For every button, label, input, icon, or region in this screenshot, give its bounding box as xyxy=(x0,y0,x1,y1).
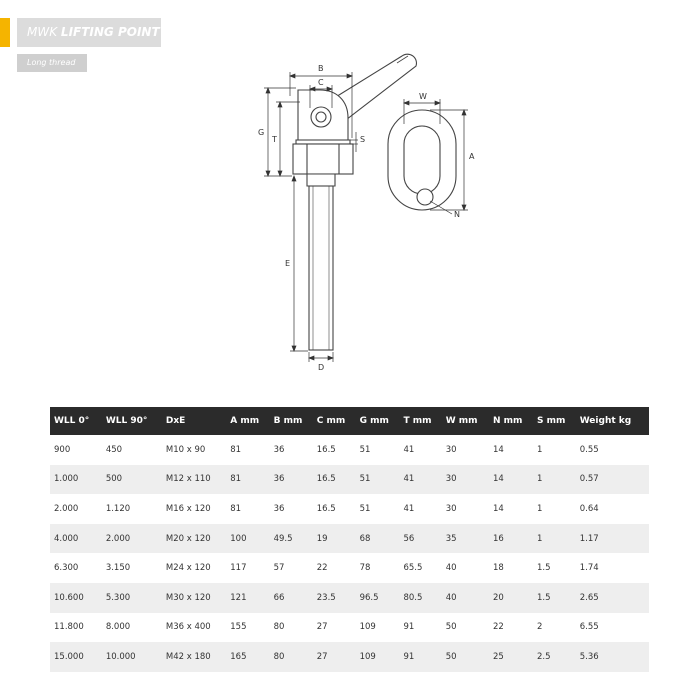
table-row xyxy=(50,494,649,524)
table-cell: 80 xyxy=(270,642,313,672)
table-cell: M12 x 110 xyxy=(162,465,226,495)
table-cell: 15.000 xyxy=(50,642,102,672)
table-cell: 14 xyxy=(489,435,533,465)
table-cell: M36 x 400 xyxy=(162,613,226,643)
dim-label-E: E xyxy=(285,259,291,268)
table-cell: 96.5 xyxy=(356,583,400,613)
column-header: B mm xyxy=(270,407,313,435)
table-cell: 11.800 xyxy=(50,613,102,643)
table-cell: 35 xyxy=(442,524,489,554)
table-cell: M10 x 90 xyxy=(162,435,226,465)
table-cell: 50 xyxy=(442,613,489,643)
table-cell: M20 x 120 xyxy=(162,524,226,554)
column-header: C mm xyxy=(313,407,356,435)
table-cell: 16.5 xyxy=(313,494,356,524)
table-cell: 36 xyxy=(270,465,313,495)
table-cell: 5.300 xyxy=(102,583,162,613)
dim-label-C: C xyxy=(318,78,324,87)
washer xyxy=(296,140,350,144)
table-cell: 51 xyxy=(356,465,400,495)
table-cell: 40 xyxy=(442,583,489,613)
table-cell: 450 xyxy=(102,435,162,465)
table-row xyxy=(50,583,649,613)
table-cell: M16 x 120 xyxy=(162,494,226,524)
column-header: S mm xyxy=(533,407,576,435)
table-cell: 155 xyxy=(226,613,269,643)
table-cell: 1 xyxy=(533,435,576,465)
spec-table-header xyxy=(50,407,649,435)
table-cell: 51 xyxy=(356,435,400,465)
table-cell: 117 xyxy=(226,553,269,583)
dim-label-A: A xyxy=(469,152,475,161)
table-cell: 165 xyxy=(226,642,269,672)
table-cell: 27 xyxy=(313,642,356,672)
table-cell: 27 xyxy=(313,613,356,643)
dim-label-G: G xyxy=(258,128,265,137)
column-header: A mm xyxy=(226,407,269,435)
ring-bottom-section xyxy=(417,189,433,205)
table-cell: 500 xyxy=(102,465,162,495)
table-cell: 30 xyxy=(442,435,489,465)
table-row xyxy=(50,435,649,465)
dim-label-T: T xyxy=(272,135,277,144)
table-cell: 0.55 xyxy=(576,435,649,465)
column-header: DxE xyxy=(162,407,226,435)
table-cell: 16.5 xyxy=(313,465,356,495)
table-cell: 50 xyxy=(442,642,489,672)
table-cell: 109 xyxy=(356,613,400,643)
table-cell: 121 xyxy=(226,583,269,613)
table-cell: 41 xyxy=(399,465,441,495)
table-cell: 6.300 xyxy=(50,553,102,583)
table-cell: 20 xyxy=(489,583,533,613)
table-cell: 1 xyxy=(533,494,576,524)
table-cell: 14 xyxy=(489,494,533,524)
dim-label-S: S xyxy=(360,135,366,144)
table-cell: 91 xyxy=(399,613,441,643)
table-cell: 2 xyxy=(533,613,576,643)
table-cell: 78 xyxy=(356,553,400,583)
table-cell: 66 xyxy=(270,583,313,613)
table-cell: 65.5 xyxy=(399,553,441,583)
table-cell: 14 xyxy=(489,465,533,495)
column-header: T mm xyxy=(399,407,441,435)
table-cell: 40 xyxy=(442,553,489,583)
table-cell: 41 xyxy=(399,435,441,465)
table-cell: 10.600 xyxy=(50,583,102,613)
table-row xyxy=(50,613,649,643)
table-cell: 30 xyxy=(442,494,489,524)
table-cell: 1 xyxy=(533,524,576,554)
table-cell: 18 xyxy=(489,553,533,583)
dim-label-N: N xyxy=(454,210,460,219)
table-cell: 4.000 xyxy=(50,524,102,554)
table-row xyxy=(50,553,649,583)
table-cell: 5.36 xyxy=(576,642,649,672)
column-header: G mm xyxy=(356,407,400,435)
dim-label-B: B xyxy=(318,64,324,73)
table-cell: 10.000 xyxy=(102,642,162,672)
dim-label-W: W xyxy=(419,92,427,101)
table-cell: 1.5 xyxy=(533,583,576,613)
table-row xyxy=(50,642,649,672)
table-cell: 56 xyxy=(399,524,441,554)
column-header: Weight kg xyxy=(576,407,649,435)
table-cell: 2.65 xyxy=(576,583,649,613)
table-cell: 22 xyxy=(313,553,356,583)
table-row xyxy=(50,524,649,554)
column-header: N mm xyxy=(489,407,533,435)
spec-table-body xyxy=(50,435,649,672)
table-cell: 80 xyxy=(270,613,313,643)
table-cell: 16 xyxy=(489,524,533,554)
table-cell: 41 xyxy=(399,494,441,524)
table-cell: 1 xyxy=(533,465,576,495)
table-cell: 0.64 xyxy=(576,494,649,524)
table-cell: 68 xyxy=(356,524,400,554)
table-cell: 109 xyxy=(356,642,400,672)
title-main: LIFTING POINT xyxy=(60,25,160,39)
table-cell: 91 xyxy=(399,642,441,672)
table-cell: 30 xyxy=(442,465,489,495)
page-subtitle: Long thread xyxy=(17,54,87,72)
table-cell: 36 xyxy=(270,494,313,524)
title-prefix: MWK xyxy=(27,25,58,39)
table-cell: 6.55 xyxy=(576,613,649,643)
table-cell: 49.5 xyxy=(270,524,313,554)
dim-label-D: D xyxy=(318,363,325,372)
table-cell: 2.000 xyxy=(102,524,162,554)
table-cell: 51 xyxy=(356,494,400,524)
table-cell: 900 xyxy=(50,435,102,465)
table-cell: 16.5 xyxy=(313,435,356,465)
thread-bolt xyxy=(309,186,333,350)
column-header: W mm xyxy=(442,407,489,435)
table-cell: 1.120 xyxy=(102,494,162,524)
table-cell: 80.5 xyxy=(399,583,441,613)
header-row xyxy=(50,407,649,435)
spec-table xyxy=(50,407,649,672)
pivot-pin xyxy=(311,107,331,127)
table-cell: 2.5 xyxy=(533,642,576,672)
table-cell: 57 xyxy=(270,553,313,583)
column-header: WLL 0° xyxy=(50,407,102,435)
table-cell: 36 xyxy=(270,435,313,465)
table-cell: 1.74 xyxy=(576,553,649,583)
table-cell: 25 xyxy=(489,642,533,672)
table-cell: M42 x 180 xyxy=(162,642,226,672)
table-cell: 81 xyxy=(226,465,269,495)
table-cell: 100 xyxy=(226,524,269,554)
table-cell: M30 x 120 xyxy=(162,583,226,613)
table-cell: 2.000 xyxy=(50,494,102,524)
table-cell: 81 xyxy=(226,494,269,524)
table-cell: 22 xyxy=(489,613,533,643)
table-cell: 0.57 xyxy=(576,465,649,495)
table-row xyxy=(50,465,649,495)
table-cell: 8.000 xyxy=(102,613,162,643)
nut-body xyxy=(293,144,353,174)
table-cell: 1.000 xyxy=(50,465,102,495)
table-cell: 23.5 xyxy=(313,583,356,613)
table-cell: 1.17 xyxy=(576,524,649,554)
table-cell: M24 x 120 xyxy=(162,553,226,583)
table-cell: 1.5 xyxy=(533,553,576,583)
column-header: WLL 90° xyxy=(102,407,162,435)
table-cell: 81 xyxy=(226,435,269,465)
table-cell: 3.150 xyxy=(102,553,162,583)
table-cell: 19 xyxy=(313,524,356,554)
